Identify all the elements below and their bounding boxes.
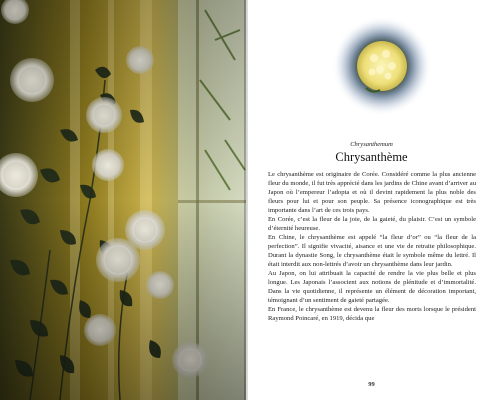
paragraph: En Chine, le chrysanthème est appelé “la fleur d’or” ou “la fleur de la perfection”. Il signifie vivacité, aisance et une vie de retraite philosophique. Durant la dynastie Song, le chrysanthème était le symbole même du lettré. Il était interdit aux non-lettrés d’avoir un chrysanthème dans leur jardin.: [268, 234, 476, 268]
paragraph: Au Japon, on lui attribuait la capacité de rendre la vie plus belle et plus longue. Les Japonais l’associent aux notions de plénitude et d’immortalité. Dans la vie quotidienne, il représente un élément de décoration important, témoignant d’un sentiment de gaieté partagée.: [268, 270, 476, 304]
latin-caption: Chrysanthemum: [350, 141, 393, 148]
page-number: 99: [368, 381, 375, 388]
chrysanthemum-illustration: [332, 14, 432, 118]
page-title: Chrysanthème: [335, 150, 408, 164]
paragraph: En France, le chrysanthème est devenu la fleur des morts lorsque le président Raymond Poincaré, en 1919, décida que: [268, 306, 476, 322]
paragraph: En Corée, c’est la fleur de la joie, de la gaieté, du plaisir. C’est un symbole d’éternité heureuse.: [268, 216, 476, 232]
right-page: [248, 0, 495, 400]
chrysanthemum-curtain-photo: [0, 0, 246, 400]
body-text: [268, 170, 476, 323]
paragraph: Le chrysanthème est originaire de Corée. Considéré comme la plus ancienne fleur du monde, il fut très apprécié dans les jardins de Chine avant d’arriver au Japon où l’empereur l’adopta et où il devint rapidement la plus noble des fleurs pour lui et pour son peuple. Sa présence iconographique est très importante dans l’art de ces trois pays.: [268, 171, 476, 214]
